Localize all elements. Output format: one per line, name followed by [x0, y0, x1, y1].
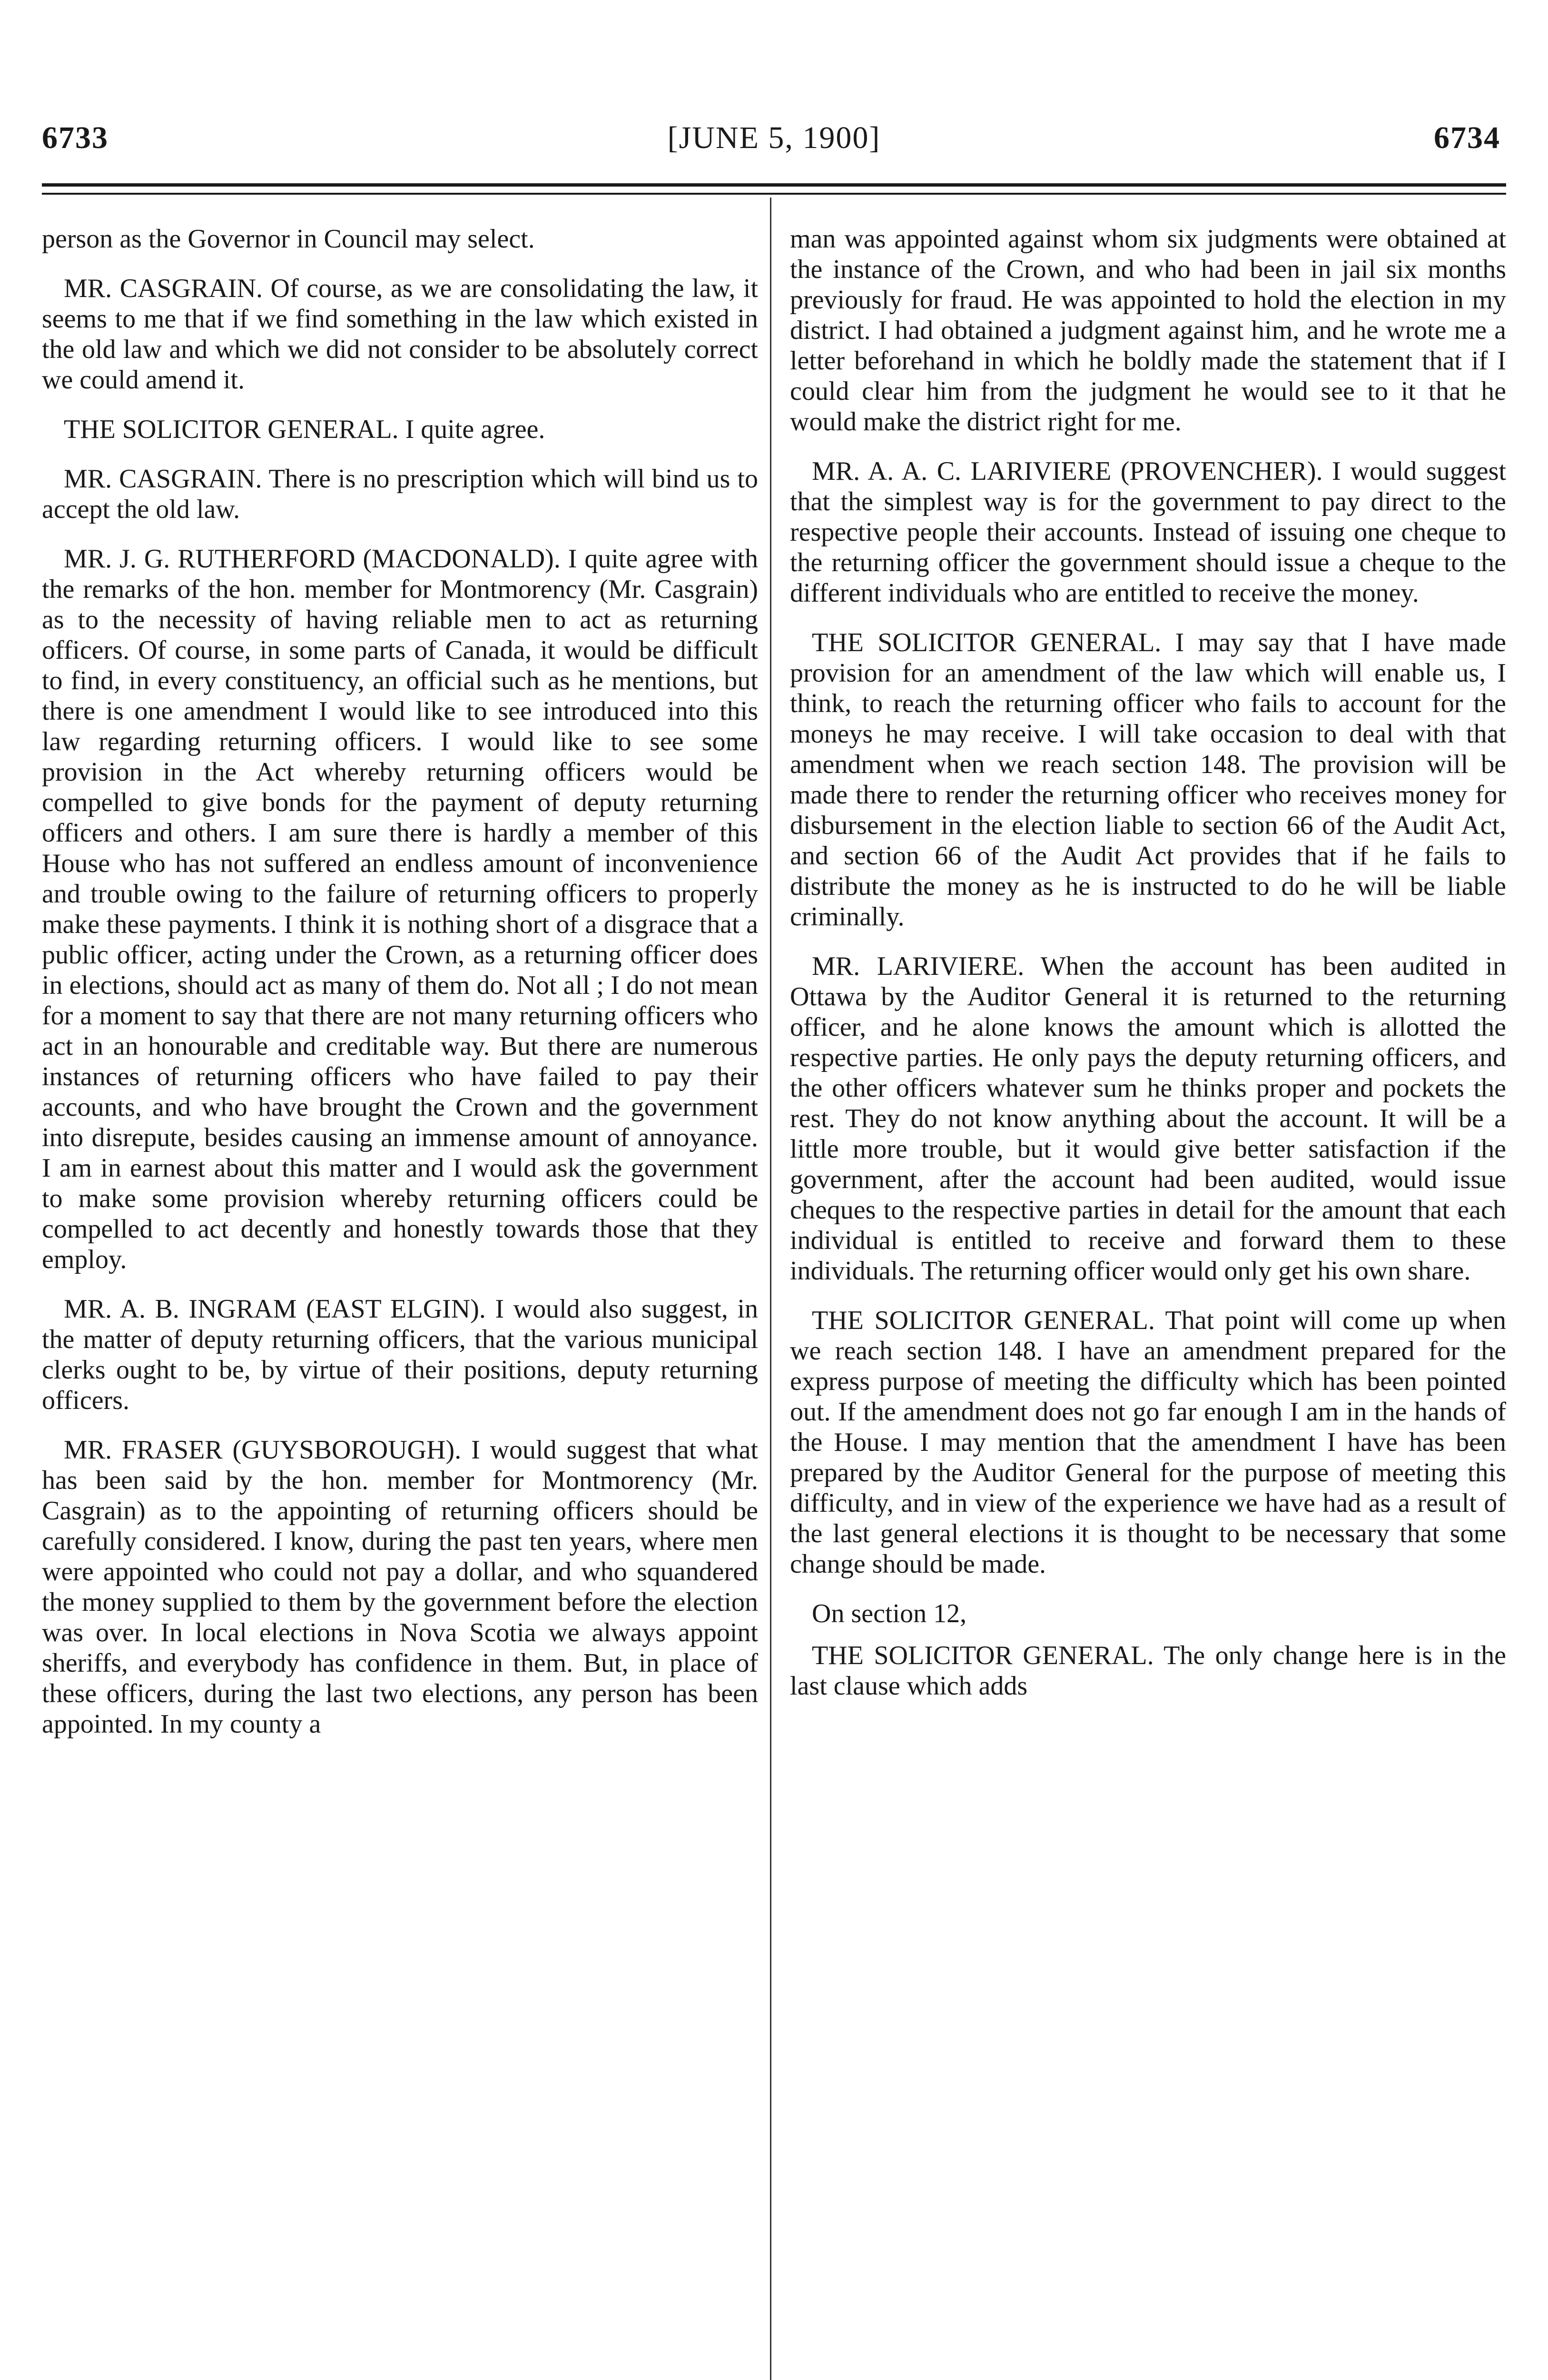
speaker-name: MR. LARIVIERE. [812, 952, 1025, 981]
paragraph [790, 1640, 1506, 1701]
speaker-name: THE SOLICITOR GENERAL. [812, 628, 1162, 657]
paragraph-text: When the account has been audited in Ottawa by the Auditor General it is returned to the returning officer, and he alone knows the amount which is allotted the respective parties. He only pays the deputy returning officers, and the other officers whatever sum he thinks proper and pockets the rest. They do not know anything about the account. It will be a little more trouble, but it would give better satisfaction if the government, after the account had been audited, would issue cheques to the respective parties in detail for the amount that each individual is entitled to receive and forward them to these individuals. The returning officer would only get his own share. [790, 952, 1506, 1286]
paragraph [790, 1305, 1506, 1579]
page-number-right: 6734 [1434, 120, 1500, 155]
paragraph [42, 1435, 758, 1739]
page-date: [JUNE 5, 1900] [667, 120, 881, 155]
paragraph [42, 224, 758, 254]
paragraph [42, 414, 758, 445]
speaker-name: MR. CASGRAIN. [64, 274, 263, 303]
paragraph [42, 1294, 758, 1416]
paragraph-text: There is no prescription which will bind us to accept the old law. [42, 464, 758, 524]
paragraph [790, 224, 1506, 437]
paragraph-text: I would suggest that the simplest way is for the government to pay direct to the respective people their accounts. Instead of issuing one cheque to the returning officer the government should issue a cheque to the different individuals who are entitled to receive the money. [790, 456, 1506, 608]
column-divider [770, 198, 771, 2380]
paragraph [790, 951, 1506, 1286]
paragraph-text: That point will come up when we reach section 148. I have an amendment prepared for the express purpose of meeting the difficulty which has been pointed out. If the amendment does not go far enough I am in the hands of the House. I may mention that the amendment I have has been prepared by the Auditor General for the purpose of meeting this difficulty, and in view of the experience we have had as a result of the last general elections it is thought to be necessary that some change should be made. [790, 1306, 1506, 1579]
paragraph [790, 456, 1506, 608]
speaker-name: MR. J. G. RUTHERFORD (MACDONALD). [64, 544, 561, 574]
speaker-name: THE SOLICITOR GENERAL. [812, 1306, 1155, 1335]
speaker-name: MR. A. A. C. LARIVIERE (PROVENCHER). [812, 456, 1323, 486]
right-column [790, 224, 1506, 1720]
page-header [0, 119, 1548, 157]
paragraph-text: I would suggest that what has been said by the hon. member for Montmorency (Mr. Casgrain) as to the appointing of returning officers should be carefully considered. I know, during the past ten years, where men were appointed who could not pay a dollar, and who squandered the money supplied to them by the government before the election was over. In local elections in Nova Scotia we always appoint sheriffs, and everybody has confidence in them. But, in place of these officers, during the last two elections, any person has been appointed. In my county a [42, 1435, 759, 1739]
header-rule-thin [42, 193, 1506, 195]
paragraph-text: I quite agree with the remarks of the hon. member for Montmorency (Mr. Casgrain) as to the necessity of having reliable men to act as returning officers. Of course, in some parts of Canada, it would be difficult to find, in every constituency, an official such as he mentions, but there is one amendment I would like to see introduced into this law regarding returning officers. I would like to see some provision in the Act whereby returning officers would be compelled to give bonds for the payment of deputy returning officers and others. I am sure there is hardly a member of this House who has not suffered an endless amount of inconvenience and trouble owing to the failure of returning officers to properly make these payments. I think it is nothing short of a disgrace that a public officer, acting under the Crown, as a returning officer does in elections, should act as many of them do. Not all ; I do not mean for a moment to say that there are not many returning officers who act in an honourable and creditable way. But there are numerous instances of returning officers who have failed to pay their accounts, and who have brought the Crown and the government into disrepute, besides causing an immense amount of annoyance. I am in earnest about this matter and I would ask the government to make some provision whereby returning officers could be compelled to act decently and honestly towards those that they employ. [42, 544, 758, 1274]
section-heading: On section 12, [812, 1599, 967, 1628]
paragraph [42, 544, 758, 1275]
paragraph-text: man was appointed against whom six judgments were obtained at the instance of the Crown, and who had been in jail six months previously for fraud. He was appointed to hold the election in my district. I had obtained a judgment against him, and he wrote me a letter beforehand in which he boldly made the statement that if I could clear him from the judgment he would see to it that he would make the district right for me. [790, 224, 1506, 436]
speaker-name: MR. FRASER (GUYSBOROUGH). [64, 1435, 462, 1465]
paragraph [790, 627, 1506, 932]
paragraph-text: I may say that I have made provision for an amendment of the law which will enable us, I think, to reach the returning officer who fails to account for the moneys he may receive. I will take occasion to deal with that amendment when we reach section 148. The provision will be made there to render the returning officer who receives money for disbursement in the election liable to section 66 of the Audit Act, and section 66 of the Audit Act provides that if he fails to distribute the money as he is instructed to do he will be liable criminally. [790, 628, 1506, 932]
page-number-left: 6733 [42, 120, 108, 155]
paragraph-text: I would also suggest, in the matter of deputy returning officers, that the various municipal clerks ought to be, by virtue of their positions, deputy returning officers. [42, 1294, 759, 1415]
paragraph-text: I quite agree. [405, 415, 545, 444]
paragraph-text: Of course, as we are consolidating the law, it seems to me that if we find something in the law which existed in the old law and which we did not consider to be absolutely correct we could amend it. [42, 274, 759, 395]
left-column [42, 224, 758, 1758]
paragraph [42, 464, 758, 525]
speaker-name: THE SOLICITOR GENERAL. [812, 1641, 1154, 1670]
speaker-name: MR. CASGRAIN. [64, 464, 262, 494]
paragraph [42, 273, 758, 395]
header-rule-thick [42, 183, 1506, 187]
speaker-name: THE SOLICITOR GENERAL. [64, 415, 399, 444]
paragraph-text: person as the Governor in Council may select. [42, 224, 535, 254]
paragraph-text: The only change here is in the last clause which adds [790, 1641, 1506, 1701]
speaker-name: MR. A. B. INGRAM (EAST ELGIN). [64, 1294, 486, 1324]
